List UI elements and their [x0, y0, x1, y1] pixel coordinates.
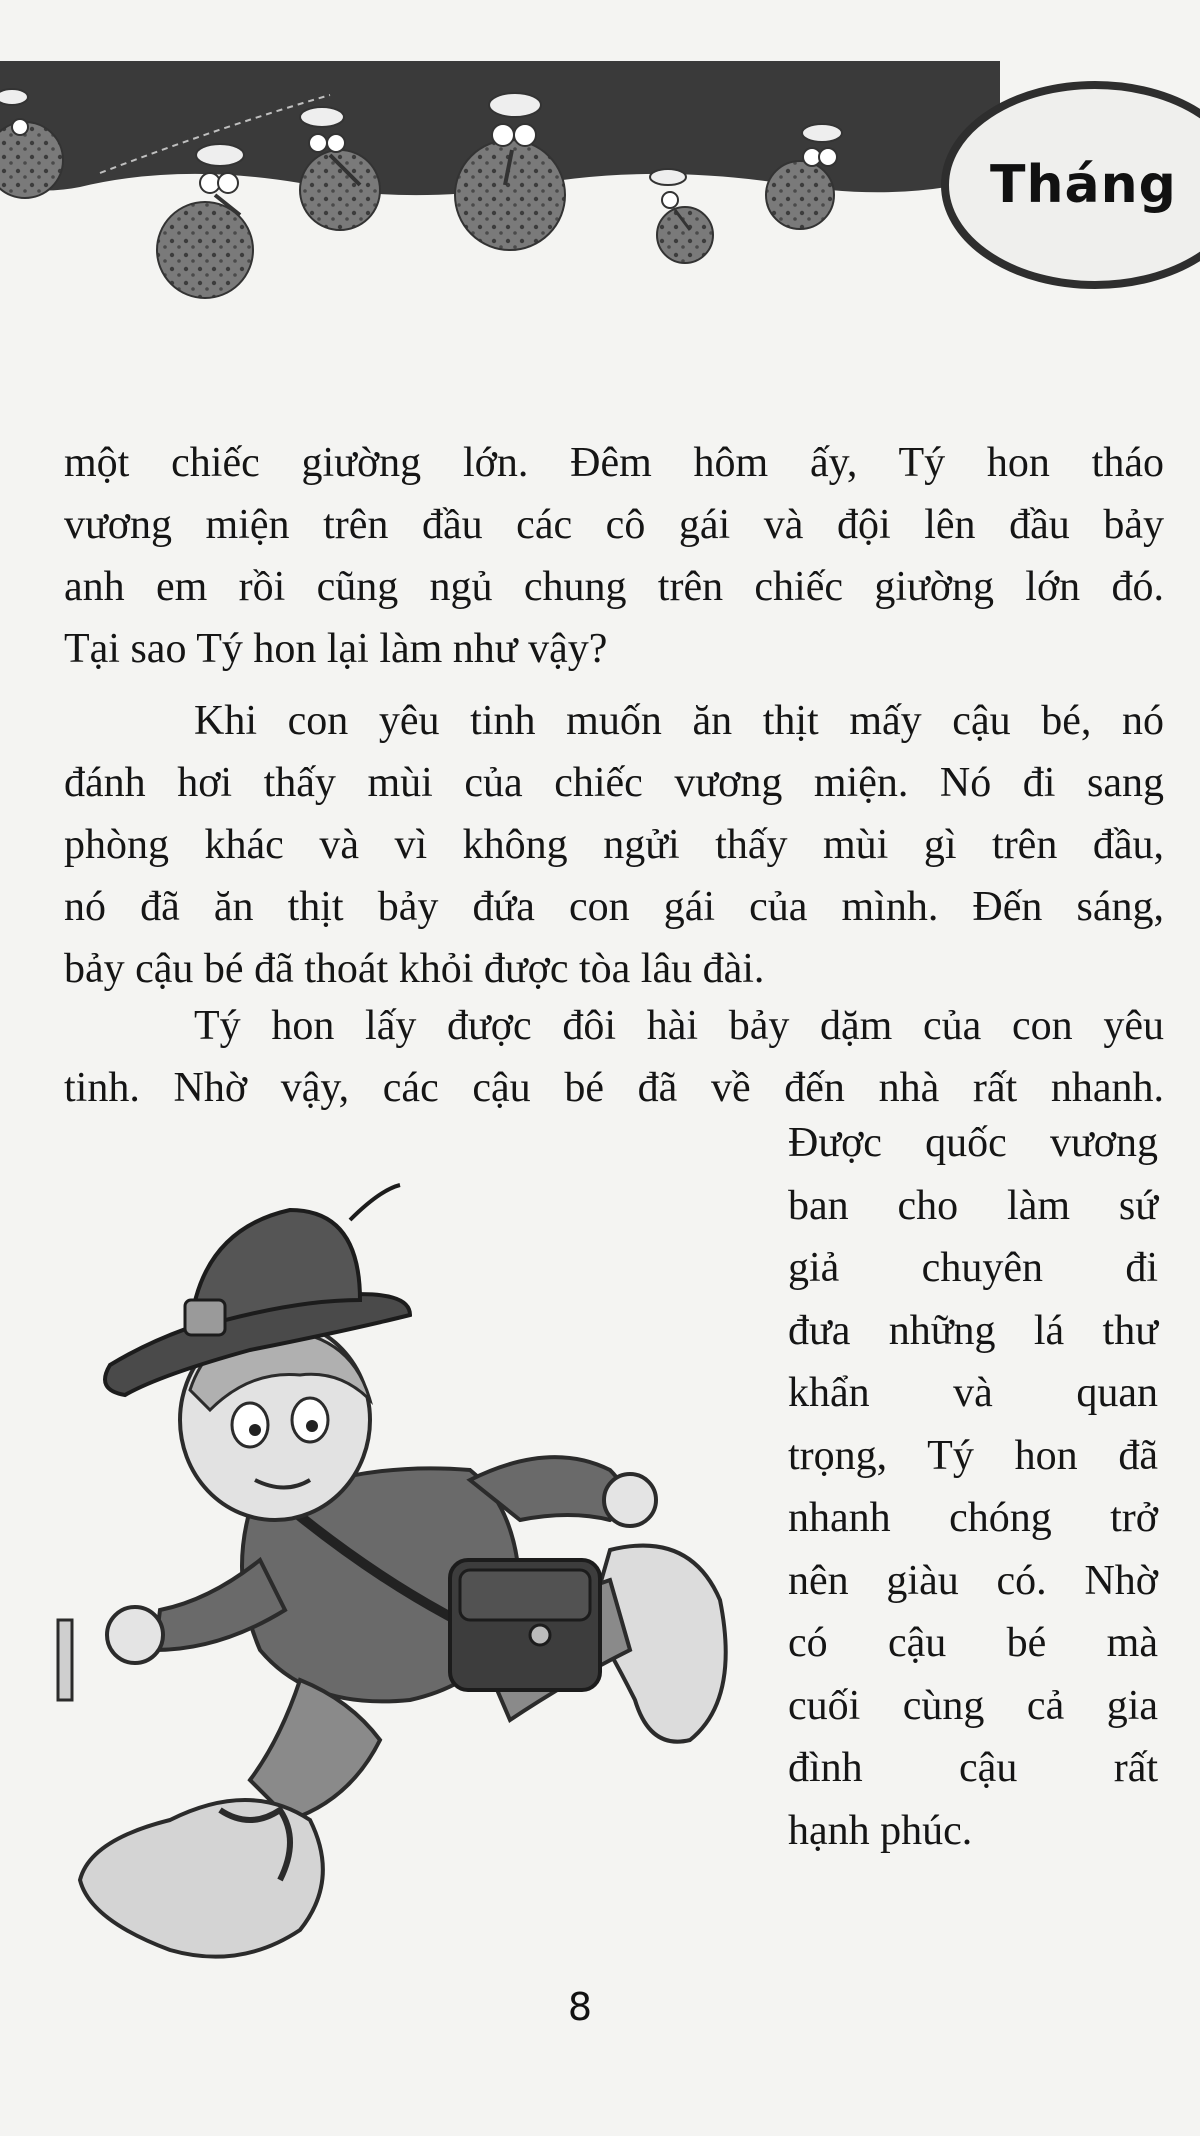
paragraph-3 — [64, 995, 1164, 1119]
text-line: anh em rồi cũng ngủ chung trên chiếc giường lớn đó. — [64, 564, 1164, 610]
text-line: đình cậu rất — [788, 1745, 1158, 1791]
text-line: khẩn và quan — [788, 1370, 1158, 1416]
text-line: hạnh phúc. — [788, 1807, 973, 1854]
text-line: đánh hơi thấy mùi của chiếc vương miện. Nó đi sang — [64, 760, 1164, 806]
text-line: cuối cùng cả gia — [788, 1682, 1158, 1729]
text-line: nên giàu có. Nhờ — [788, 1557, 1158, 1604]
month-label: Tháng — [990, 155, 1177, 215]
text-line: ban cho làm sứ — [788, 1182, 1158, 1229]
text-line: tinh. Nhờ vậy, các cậu bé đã về đến nhà rất nhanh. — [64, 1065, 1164, 1111]
text-line: phòng khác và vì không ngửi thấy mùi gì trên đầu, — [64, 822, 1164, 868]
header-banner — [0, 55, 1200, 315]
text-line: bảy cậu bé đã thoát khỏi được tòa lâu đài. — [64, 946, 765, 992]
text-line: nó đã ăn thịt bảy đứa con gái của mình. Đến sáng, — [64, 884, 1164, 930]
text-line: vương miện trên đầu các cô gái và đội lên đầu bảy — [64, 502, 1164, 548]
side-column-text — [788, 1112, 1158, 1862]
page-number: 8 — [567, 1985, 593, 2029]
paragraph-2 — [64, 690, 1164, 1000]
text-line: giả chuyên đi — [788, 1245, 1158, 1291]
paragraph-1 — [64, 432, 1164, 680]
text-line: nhanh chóng trở — [788, 1495, 1158, 1541]
text-line: có cậu bé mà — [788, 1620, 1158, 1666]
text-line: Tý hon lấy được đôi hài bảy dặm của con yêu — [194, 1003, 1164, 1049]
text-line: một chiếc giường lớn. Đêm hôm ấy, Tý hon tháo — [64, 440, 1164, 486]
text-line: Tại sao Tý hon lại làm như vậy? — [64, 626, 608, 672]
text-line: Khi con yêu tinh muốn ăn thịt mấy cậu bé, nó — [194, 698, 1164, 744]
text-line: trọng, Tý hon đã — [788, 1432, 1158, 1479]
text-line: Được quốc vương — [788, 1120, 1158, 1166]
running-boy-icon — [50, 1180, 750, 1970]
bird-ornament-icon — [650, 169, 713, 263]
running-boy-illustration — [50, 1180, 750, 1970]
text-line: đưa những lá thư — [788, 1307, 1158, 1354]
